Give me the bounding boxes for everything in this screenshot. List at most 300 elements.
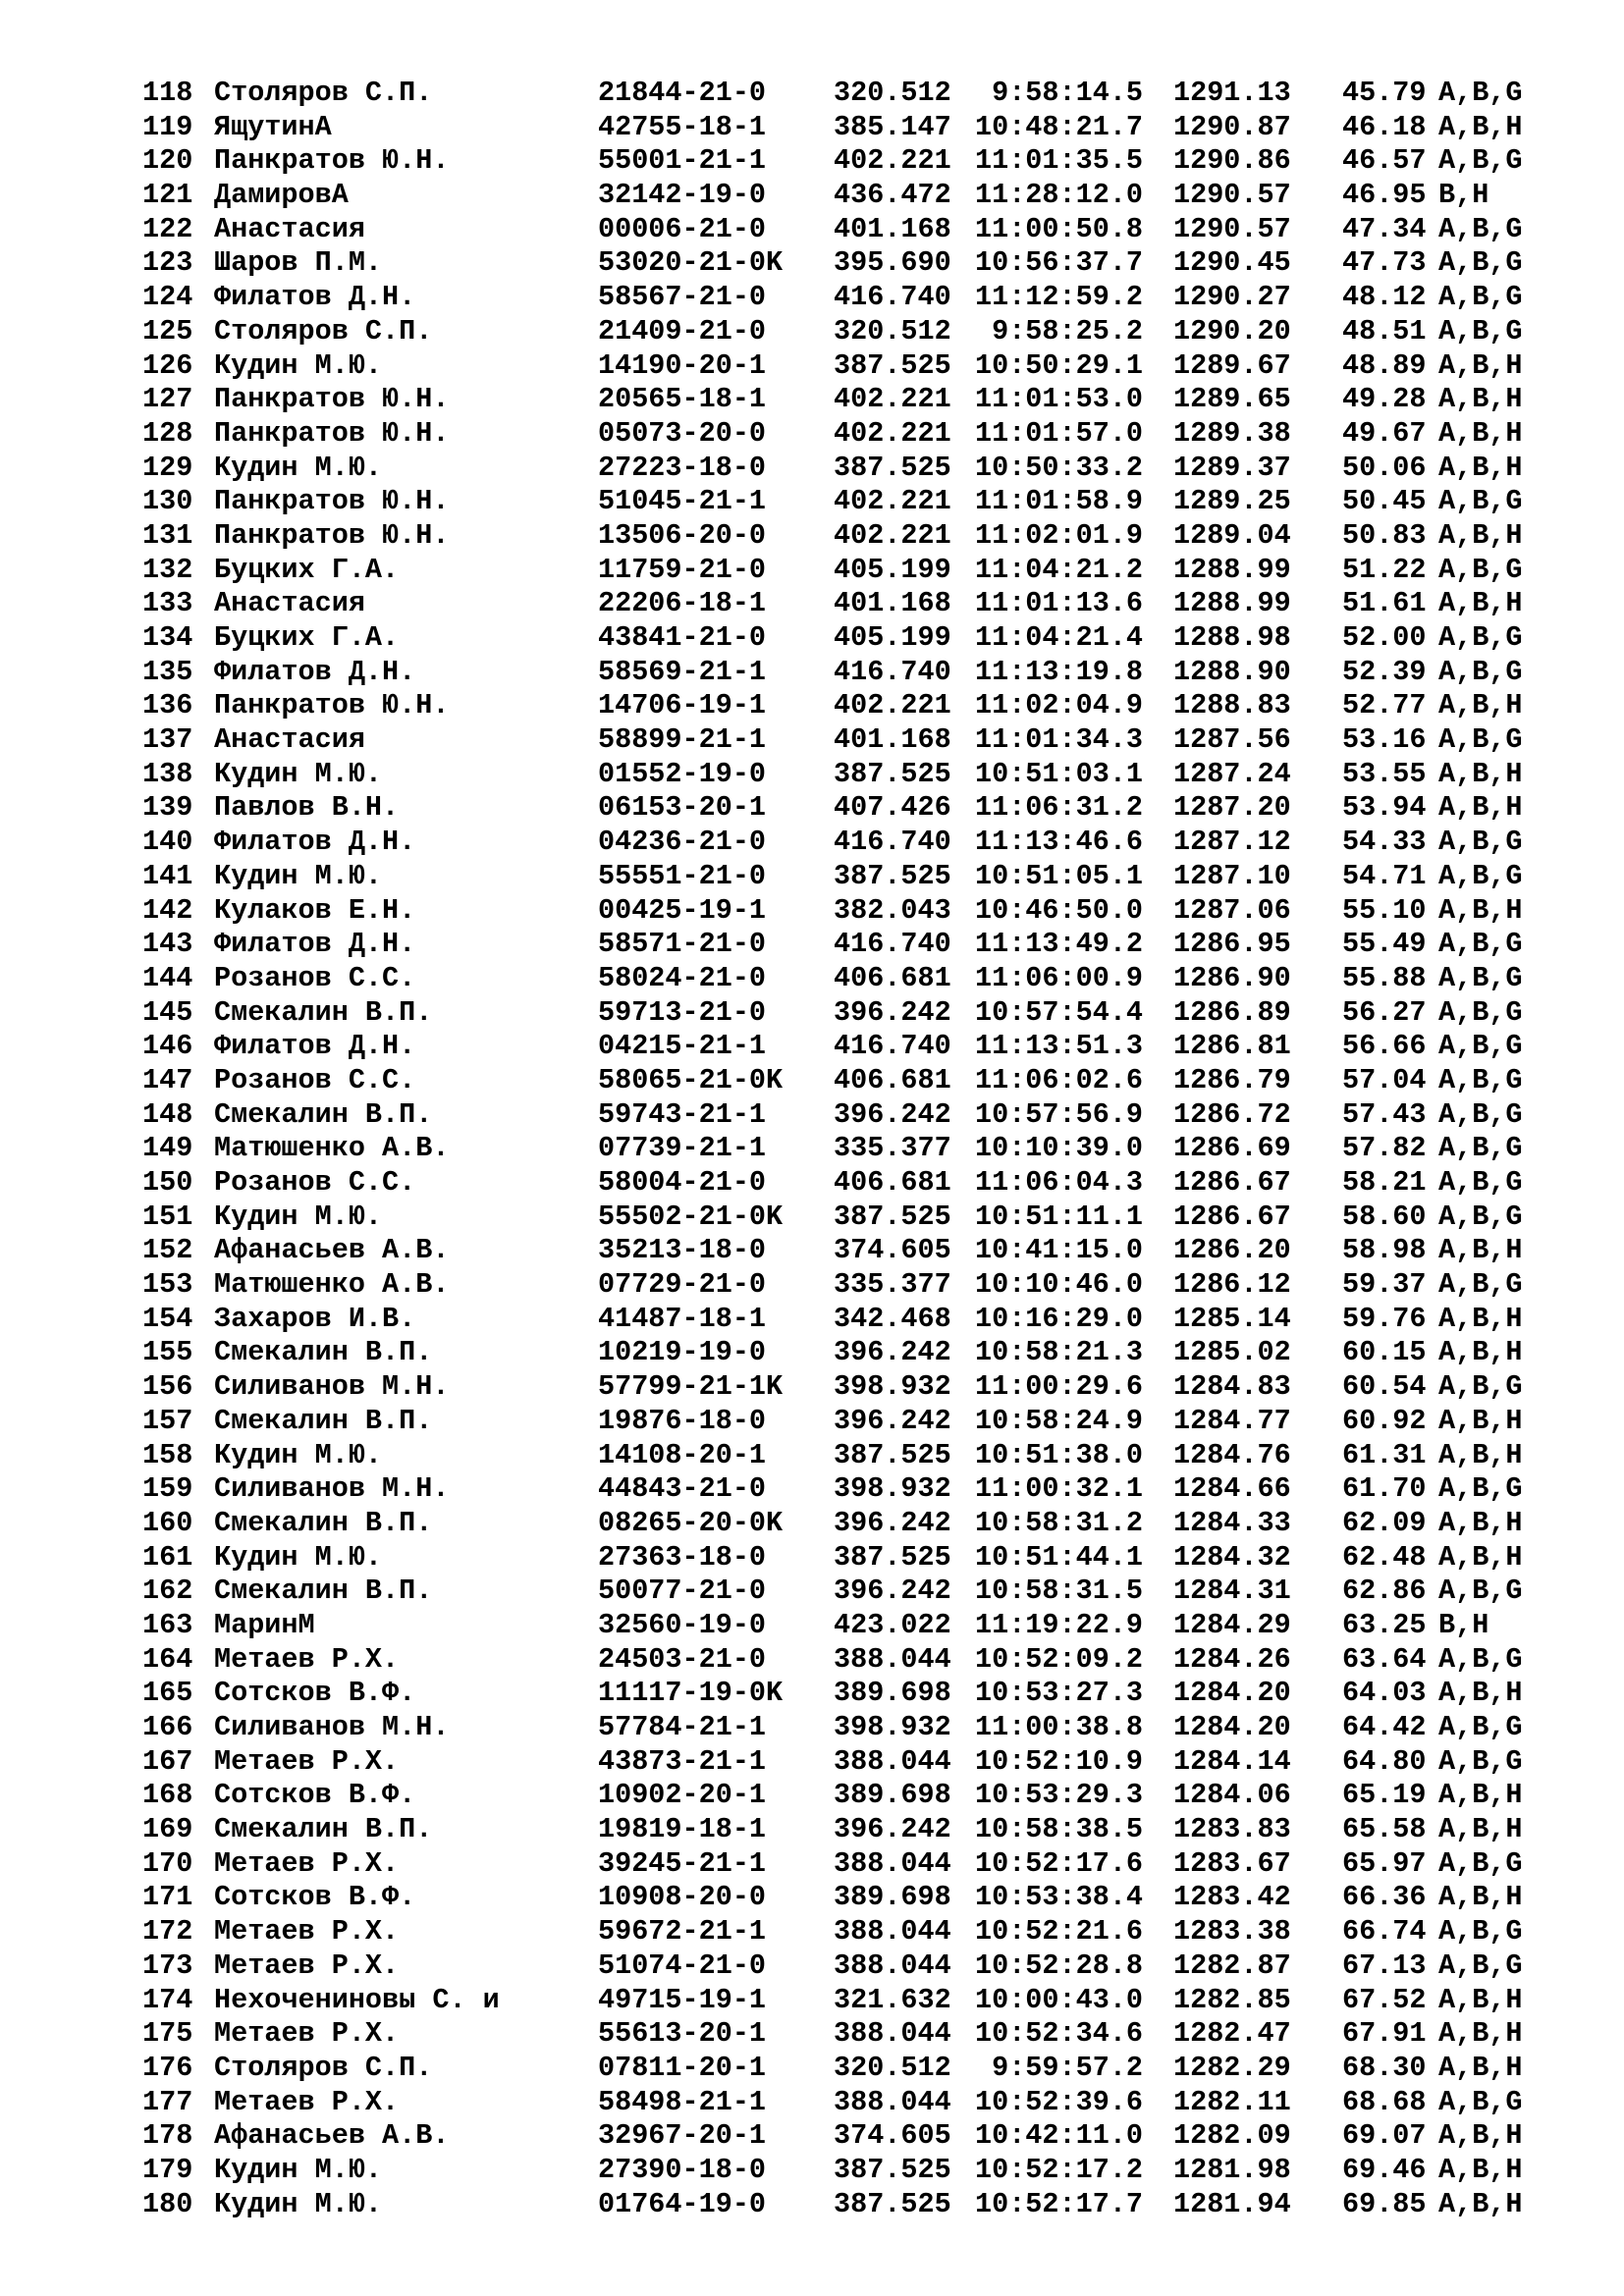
coefficient-value: 54.71 xyxy=(1342,859,1427,892)
group-codes: B,H xyxy=(1438,179,1489,212)
arrival-time: 10:10:46.0 xyxy=(975,1268,1144,1302)
arrival-time: 10:16:29.0 xyxy=(975,1302,1144,1335)
place-number: 133 xyxy=(142,587,193,620)
ring-number: 10902-20-1 xyxy=(598,1779,767,1812)
group-codes: A,B,G xyxy=(1438,655,1523,688)
arrival-time: 10:52:28.8 xyxy=(975,1949,1144,1982)
place-number: 159 xyxy=(142,1472,193,1506)
group-codes: A,B,H xyxy=(1438,348,1523,382)
fancier-name: Сотсков В.Ф. xyxy=(214,1677,416,1710)
coefficient-value: 50.83 xyxy=(1342,518,1427,552)
distance-value: 416.740 xyxy=(834,928,951,961)
place-number: 170 xyxy=(142,1846,193,1880)
group-codes: A,B,H xyxy=(1438,383,1523,416)
distance-value: 387.525 xyxy=(834,2187,951,2220)
coefficient-value: 59.76 xyxy=(1342,1302,1427,1335)
speed-value: 1286.12 xyxy=(1173,1268,1291,1302)
arrival-time: 11:00:32.1 xyxy=(975,1472,1144,1506)
group-codes: A,B,H xyxy=(1438,518,1523,552)
speed-value: 1287.56 xyxy=(1173,723,1291,757)
speed-value: 1285.02 xyxy=(1173,1336,1291,1369)
group-codes: A,B,H xyxy=(1438,587,1523,620)
coefficient-value: 64.42 xyxy=(1342,1711,1427,1743)
fancier-name: ЯщутинА xyxy=(214,110,332,143)
coefficient-value: 54.33 xyxy=(1342,826,1427,859)
fancier-name: Розанов С.С. xyxy=(214,1166,416,1199)
speed-value: 1281.98 xyxy=(1173,2153,1291,2186)
ring-number: 21409-21-0 xyxy=(598,314,767,347)
fancier-name: Афанасьев А.В. xyxy=(214,1234,450,1267)
arrival-time: 9:58:14.5 xyxy=(975,77,1144,109)
arrival-time: 11:04:21.2 xyxy=(975,553,1144,586)
coefficient-value: 59.37 xyxy=(1342,1268,1427,1302)
coefficient-value: 58.60 xyxy=(1342,1200,1427,1233)
place-number: 127 xyxy=(142,383,193,416)
group-codes: A,B,G xyxy=(1438,995,1523,1029)
place-number: 125 xyxy=(142,314,193,347)
fancier-name: Кудин М.Ю. xyxy=(214,757,383,790)
arrival-time: 10:58:21.3 xyxy=(975,1336,1144,1369)
coefficient-value: 66.74 xyxy=(1342,1915,1427,1949)
place-number: 168 xyxy=(142,1779,193,1812)
speed-value: 1288.99 xyxy=(1173,553,1291,586)
distance-value: 388.044 xyxy=(834,1846,951,1880)
distance-value: 396.242 xyxy=(834,1575,951,1608)
coefficient-value: 57.43 xyxy=(1342,1097,1427,1131)
speed-value: 1286.67 xyxy=(1173,1200,1291,1233)
ring-number: 41487-18-1 xyxy=(598,1302,767,1335)
coefficient-value: 49.67 xyxy=(1342,416,1427,450)
coefficient-value: 58.98 xyxy=(1342,1234,1427,1267)
fancier-name: Кудин М.Ю. xyxy=(214,1540,383,1574)
arrival-time: 11:12:59.2 xyxy=(975,281,1144,314)
fancier-name: Филатов Д.Н. xyxy=(214,281,416,314)
ring-number: 11759-21-0 xyxy=(598,553,767,586)
distance-value: 388.044 xyxy=(834,1915,951,1949)
group-codes: A,B,G xyxy=(1438,826,1523,859)
group-codes: A,B,H xyxy=(1438,1404,1523,1437)
fancier-name: Силиванов М.Н. xyxy=(214,1472,450,1506)
place-number: 142 xyxy=(142,893,193,927)
place-number: 160 xyxy=(142,1506,193,1539)
ring-number: 35213-18-0 xyxy=(598,1234,767,1267)
arrival-time: 11:13:51.3 xyxy=(975,1030,1144,1063)
group-codes: A,B,H xyxy=(1438,2051,1523,2084)
ring-number: 07739-21-1 xyxy=(598,1132,767,1165)
group-codes: A,B,G xyxy=(1438,77,1523,109)
fancier-name: Анастасия xyxy=(214,212,365,245)
speed-value: 1286.81 xyxy=(1173,1030,1291,1063)
ring-number: 58899-21-1 xyxy=(598,723,767,757)
place-number: 139 xyxy=(142,791,193,825)
fancier-name: Буцких Г.А. xyxy=(214,621,400,654)
distance-value: 402.221 xyxy=(834,144,951,178)
place-number: 149 xyxy=(142,1132,193,1165)
arrival-time: 11:06:00.9 xyxy=(975,961,1144,994)
speed-value: 1282.09 xyxy=(1173,2119,1291,2153)
ring-number: 58004-21-0 xyxy=(598,1166,767,1199)
group-codes: A,B,H xyxy=(1438,1234,1523,1267)
coefficient-value: 58.21 xyxy=(1342,1166,1427,1199)
arrival-time: 10:51:03.1 xyxy=(975,757,1144,790)
distance-value: 382.043 xyxy=(834,893,951,927)
distance-value: 320.512 xyxy=(834,2051,951,2084)
arrival-time: 10:51:44.1 xyxy=(975,1540,1144,1574)
arrival-time: 10:41:15.0 xyxy=(975,1234,1144,1267)
place-number: 129 xyxy=(142,451,193,484)
distance-value: 335.377 xyxy=(834,1268,951,1302)
ring-number: 00425-19-1 xyxy=(598,893,767,927)
ring-number: 57799-21-1K xyxy=(598,1370,784,1404)
group-codes: A,B,H xyxy=(1438,1813,1523,1846)
coefficient-value: 64.80 xyxy=(1342,1744,1427,1778)
ring-number: 58569-21-1 xyxy=(598,655,767,688)
arrival-time: 10:10:39.0 xyxy=(975,1132,1144,1165)
ring-number: 32560-19-0 xyxy=(598,1608,767,1641)
group-codes: A,B,G xyxy=(1438,1132,1523,1165)
coefficient-value: 67.52 xyxy=(1342,1983,1427,2016)
fancier-name: Столяров С.П. xyxy=(214,314,433,347)
place-number: 150 xyxy=(142,1166,193,1199)
speed-value: 1287.20 xyxy=(1173,791,1291,825)
speed-value: 1284.32 xyxy=(1173,1540,1291,1574)
distance-value: 396.242 xyxy=(834,1336,951,1369)
ring-number: 00006-21-0 xyxy=(598,212,767,245)
arrival-time: 10:52:17.2 xyxy=(975,2153,1144,2186)
coefficient-value: 69.46 xyxy=(1342,2153,1427,2186)
speed-value: 1286.89 xyxy=(1173,995,1291,1029)
distance-value: 388.044 xyxy=(834,1744,951,1778)
coefficient-value: 53.94 xyxy=(1342,791,1427,825)
group-codes: A,B,G xyxy=(1438,1097,1523,1131)
group-codes: A,B,G xyxy=(1438,1744,1523,1778)
speed-value: 1283.38 xyxy=(1173,1915,1291,1949)
arrival-time: 11:01:58.9 xyxy=(975,485,1144,518)
distance-value: 396.242 xyxy=(834,1404,951,1437)
ring-number: 58065-21-0K xyxy=(598,1063,784,1096)
distance-value: 436.472 xyxy=(834,179,951,212)
speed-value: 1286.90 xyxy=(1173,961,1291,994)
fancier-name: Кудин М.Ю. xyxy=(214,1200,383,1233)
place-number: 128 xyxy=(142,416,193,450)
speed-value: 1284.20 xyxy=(1173,1677,1291,1710)
speed-value: 1281.94 xyxy=(1173,2187,1291,2220)
speed-value: 1285.14 xyxy=(1173,1302,1291,1335)
group-codes: A,B,G xyxy=(1438,1915,1523,1949)
speed-value: 1287.10 xyxy=(1173,859,1291,892)
fancier-name: Метаев Р.Х. xyxy=(214,2017,400,2051)
fancier-name: Филатов Д.Н. xyxy=(214,1030,416,1063)
arrival-time: 11:01:57.0 xyxy=(975,416,1144,450)
speed-value: 1287.06 xyxy=(1173,893,1291,927)
speed-value: 1286.69 xyxy=(1173,1132,1291,1165)
distance-value: 398.932 xyxy=(834,1472,951,1506)
distance-value: 402.221 xyxy=(834,416,951,450)
arrival-time: 11:28:12.0 xyxy=(975,179,1144,212)
distance-value: 395.690 xyxy=(834,246,951,280)
arrival-time: 11:01:13.6 xyxy=(975,587,1144,620)
distance-value: 320.512 xyxy=(834,314,951,347)
group-codes: A,B,H xyxy=(1438,1881,1523,1914)
speed-value: 1288.98 xyxy=(1173,621,1291,654)
coefficient-value: 69.07 xyxy=(1342,2119,1427,2153)
ring-number: 51045-21-1 xyxy=(598,485,767,518)
ring-number: 59713-21-0 xyxy=(598,995,767,1029)
fancier-name: Матюшенко А.В. xyxy=(214,1268,450,1302)
speed-value: 1286.72 xyxy=(1173,1097,1291,1131)
place-number: 178 xyxy=(142,2119,193,2153)
arrival-time: 9:58:25.2 xyxy=(975,314,1144,347)
group-codes: A,B,H xyxy=(1438,1540,1523,1574)
ring-number: 58567-21-0 xyxy=(598,281,767,314)
distance-value: 398.932 xyxy=(834,1370,951,1404)
group-codes: A,B,H xyxy=(1438,689,1523,722)
arrival-time: 10:48:21.7 xyxy=(975,110,1144,143)
arrival-time: 11:00:38.8 xyxy=(975,1711,1144,1743)
ring-number: 11117-19-0K xyxy=(598,1677,784,1710)
coefficient-value: 64.03 xyxy=(1342,1677,1427,1710)
coefficient-value: 46.95 xyxy=(1342,179,1427,212)
fancier-name: Силиванов М.Н. xyxy=(214,1711,450,1743)
fancier-name: Метаев Р.Х. xyxy=(214,1846,400,1880)
speed-value: 1284.77 xyxy=(1173,1404,1291,1437)
fancier-name: Смекалин В.П. xyxy=(214,1575,433,1608)
ring-number: 04236-21-0 xyxy=(598,826,767,859)
ring-number: 55613-20-1 xyxy=(598,2017,767,2051)
distance-value: 416.740 xyxy=(834,1030,951,1063)
distance-value: 402.221 xyxy=(834,383,951,416)
arrival-time: 10:52:21.6 xyxy=(975,1915,1144,1949)
ring-number: 21844-21-0 xyxy=(598,77,767,109)
place-number: 157 xyxy=(142,1404,193,1437)
ring-number: 58498-21-1 xyxy=(598,2085,767,2118)
arrival-time: 10:58:31.2 xyxy=(975,1506,1144,1539)
arrival-time: 11:04:21.4 xyxy=(975,621,1144,654)
arrival-time: 10:51:38.0 xyxy=(975,1438,1144,1471)
ring-number: 10219-19-0 xyxy=(598,1336,767,1369)
fancier-name: Панкратов Ю.Н. xyxy=(214,689,450,722)
coefficient-value: 46.18 xyxy=(1342,110,1427,143)
fancier-name: Филатов Д.Н. xyxy=(214,928,416,961)
speed-value: 1284.14 xyxy=(1173,1744,1291,1778)
distance-value: 401.168 xyxy=(834,723,951,757)
group-codes: A,B,H xyxy=(1438,2153,1523,2186)
fancier-name: Нехочениновы С. и xyxy=(214,1983,500,2016)
speed-value: 1288.83 xyxy=(1173,689,1291,722)
ring-number: 27363-18-0 xyxy=(598,1540,767,1574)
place-number: 165 xyxy=(142,1677,193,1710)
distance-value: 402.221 xyxy=(834,689,951,722)
place-number: 176 xyxy=(142,2051,193,2084)
place-number: 174 xyxy=(142,1983,193,2016)
fancier-name: Силиванов М.Н. xyxy=(214,1370,450,1404)
fancier-name: Сотсков В.Ф. xyxy=(214,1881,416,1914)
ring-number: 57784-21-1 xyxy=(598,1711,767,1743)
arrival-time: 11:00:29.6 xyxy=(975,1370,1144,1404)
fancier-name: Кудин М.Ю. xyxy=(214,2187,383,2220)
group-codes: A,B,G xyxy=(1438,212,1523,245)
group-codes: A,B,G xyxy=(1438,1030,1523,1063)
fancier-name: Столяров С.П. xyxy=(214,77,433,109)
arrival-time: 10:52:17.6 xyxy=(975,1846,1144,1880)
distance-value: 388.044 xyxy=(834,2085,951,2118)
ring-number: 44843-21-0 xyxy=(598,1472,767,1506)
group-codes: A,B,G xyxy=(1438,961,1523,994)
arrival-time: 10:46:50.0 xyxy=(975,893,1144,927)
ring-number: 04215-21-1 xyxy=(598,1030,767,1063)
place-number: 123 xyxy=(142,246,193,280)
ring-number: 27223-18-0 xyxy=(598,451,767,484)
ring-number: 39245-21-1 xyxy=(598,1846,767,1880)
coefficient-value: 56.27 xyxy=(1342,995,1427,1029)
fancier-name: Смекалин В.П. xyxy=(214,1097,433,1131)
group-codes: A,B,H xyxy=(1438,110,1523,143)
ring-number: 51074-21-0 xyxy=(598,1949,767,1982)
arrival-time: 10:00:43.0 xyxy=(975,1983,1144,2016)
place-number: 173 xyxy=(142,1949,193,1982)
arrival-time: 11:19:22.9 xyxy=(975,1608,1144,1641)
place-number: 134 xyxy=(142,621,193,654)
coefficient-value: 63.25 xyxy=(1342,1608,1427,1641)
group-codes: A,B,H xyxy=(1438,893,1523,927)
speed-value: 1291.13 xyxy=(1173,77,1291,109)
place-number: 132 xyxy=(142,553,193,586)
arrival-time: 11:00:50.8 xyxy=(975,212,1144,245)
group-codes: A,B,H xyxy=(1438,1677,1523,1710)
group-codes: A,B,H xyxy=(1438,416,1523,450)
distance-value: 389.698 xyxy=(834,1677,951,1710)
group-codes: A,B,H xyxy=(1438,2119,1523,2153)
arrival-time: 10:51:05.1 xyxy=(975,859,1144,892)
speed-value: 1284.26 xyxy=(1173,1642,1291,1676)
distance-value: 406.681 xyxy=(834,961,951,994)
ring-number: 08265-20-0K xyxy=(598,1506,784,1539)
arrival-time: 10:50:29.1 xyxy=(975,348,1144,382)
arrival-time: 10:52:17.7 xyxy=(975,2187,1144,2220)
coefficient-value: 65.19 xyxy=(1342,1779,1427,1812)
place-number: 153 xyxy=(142,1268,193,1302)
coefficient-value: 67.91 xyxy=(1342,2017,1427,2051)
group-codes: A,B,G xyxy=(1438,1268,1523,1302)
speed-value: 1286.79 xyxy=(1173,1063,1291,1096)
fancier-name: Метаев Р.Х. xyxy=(214,1642,400,1676)
group-codes: A,B,G xyxy=(1438,1166,1523,1199)
coefficient-value: 67.13 xyxy=(1342,1949,1427,1982)
distance-value: 396.242 xyxy=(834,1813,951,1846)
coefficient-value: 55.88 xyxy=(1342,961,1427,994)
speed-value: 1284.83 xyxy=(1173,1370,1291,1404)
arrival-time: 10:58:24.9 xyxy=(975,1404,1144,1437)
fancier-name: Панкратов Ю.Н. xyxy=(214,485,450,518)
group-codes: A,B,G xyxy=(1438,144,1523,178)
arrival-time: 11:13:19.8 xyxy=(975,655,1144,688)
arrival-time: 10:52:34.6 xyxy=(975,2017,1144,2051)
arrival-time: 11:06:04.3 xyxy=(975,1166,1144,1199)
fancier-name: Смекалин В.П. xyxy=(214,1336,433,1369)
place-number: 126 xyxy=(142,348,193,382)
place-number: 180 xyxy=(142,2187,193,2220)
place-number: 161 xyxy=(142,1540,193,1574)
distance-value: 387.525 xyxy=(834,757,951,790)
ring-number: 55502-21-0K xyxy=(598,1200,784,1233)
distance-value: 402.221 xyxy=(834,485,951,518)
place-number: 152 xyxy=(142,1234,193,1267)
ring-number: 22206-18-1 xyxy=(598,587,767,620)
fancier-name: Кудин М.Ю. xyxy=(214,451,383,484)
place-number: 147 xyxy=(142,1063,193,1096)
ring-number: 19819-18-1 xyxy=(598,1813,767,1846)
arrival-time: 11:13:46.6 xyxy=(975,826,1144,859)
arrival-time: 10:51:11.1 xyxy=(975,1200,1144,1233)
arrival-time: 11:13:49.2 xyxy=(975,928,1144,961)
place-number: 143 xyxy=(142,928,193,961)
ring-number: 14706-19-1 xyxy=(598,689,767,722)
place-number: 155 xyxy=(142,1336,193,1369)
group-codes: A,B,G xyxy=(1438,928,1523,961)
distance-value: 342.468 xyxy=(834,1302,951,1335)
fancier-name: Смекалин В.П. xyxy=(214,995,433,1029)
group-codes: A,B,G xyxy=(1438,1472,1523,1506)
speed-value: 1288.90 xyxy=(1173,655,1291,688)
fancier-name: Метаев Р.Х. xyxy=(214,1915,400,1949)
ring-number: 24503-21-0 xyxy=(598,1642,767,1676)
place-number: 130 xyxy=(142,485,193,518)
group-codes: A,B,G xyxy=(1438,1949,1523,1982)
fancier-name: Панкратов Ю.Н. xyxy=(214,144,450,178)
distance-value: 387.525 xyxy=(834,1200,951,1233)
arrival-time: 9:59:57.2 xyxy=(975,2051,1144,2084)
fancier-name: Панкратов Ю.Н. xyxy=(214,416,450,450)
group-codes: A,B,H xyxy=(1438,757,1523,790)
place-number: 162 xyxy=(142,1575,193,1608)
ring-number: 27390-18-0 xyxy=(598,2153,767,2186)
speed-value: 1283.42 xyxy=(1173,1881,1291,1914)
group-codes: A,B,H xyxy=(1438,1336,1523,1369)
distance-value: 416.740 xyxy=(834,281,951,314)
group-codes: A,B,G xyxy=(1438,1711,1523,1743)
place-number: 122 xyxy=(142,212,193,245)
speed-value: 1282.87 xyxy=(1173,1949,1291,1982)
coefficient-value: 66.36 xyxy=(1342,1881,1427,1914)
speed-value: 1284.06 xyxy=(1173,1779,1291,1812)
distance-value: 388.044 xyxy=(834,1642,951,1676)
fancier-name: Анастасия xyxy=(214,587,365,620)
fancier-name: Панкратов Ю.Н. xyxy=(214,518,450,552)
arrival-time: 10:42:11.0 xyxy=(975,2119,1144,2153)
group-codes: A,B,H xyxy=(1438,451,1523,484)
coefficient-value: 62.09 xyxy=(1342,1506,1427,1539)
ring-number: 10908-20-0 xyxy=(598,1881,767,1914)
place-number: 172 xyxy=(142,1915,193,1949)
place-number: 120 xyxy=(142,144,193,178)
speed-value: 1284.29 xyxy=(1173,1608,1291,1641)
distance-value: 374.605 xyxy=(834,2119,951,2153)
ring-number: 53020-21-0K xyxy=(598,246,784,280)
coefficient-value: 55.10 xyxy=(1342,893,1427,927)
speed-value: 1287.12 xyxy=(1173,826,1291,859)
distance-value: 374.605 xyxy=(834,1234,951,1267)
ring-number: 58024-21-0 xyxy=(598,961,767,994)
ring-number: 07811-20-1 xyxy=(598,2051,767,2084)
group-codes: A,B,G xyxy=(1438,723,1523,757)
ring-number: 43873-21-1 xyxy=(598,1744,767,1778)
speed-value: 1290.57 xyxy=(1173,212,1291,245)
coefficient-value: 62.48 xyxy=(1342,1540,1427,1574)
distance-value: 423.022 xyxy=(834,1608,951,1641)
ring-number: 06153-20-1 xyxy=(598,791,767,825)
speed-value: 1283.67 xyxy=(1173,1846,1291,1880)
place-number: 179 xyxy=(142,2153,193,2186)
